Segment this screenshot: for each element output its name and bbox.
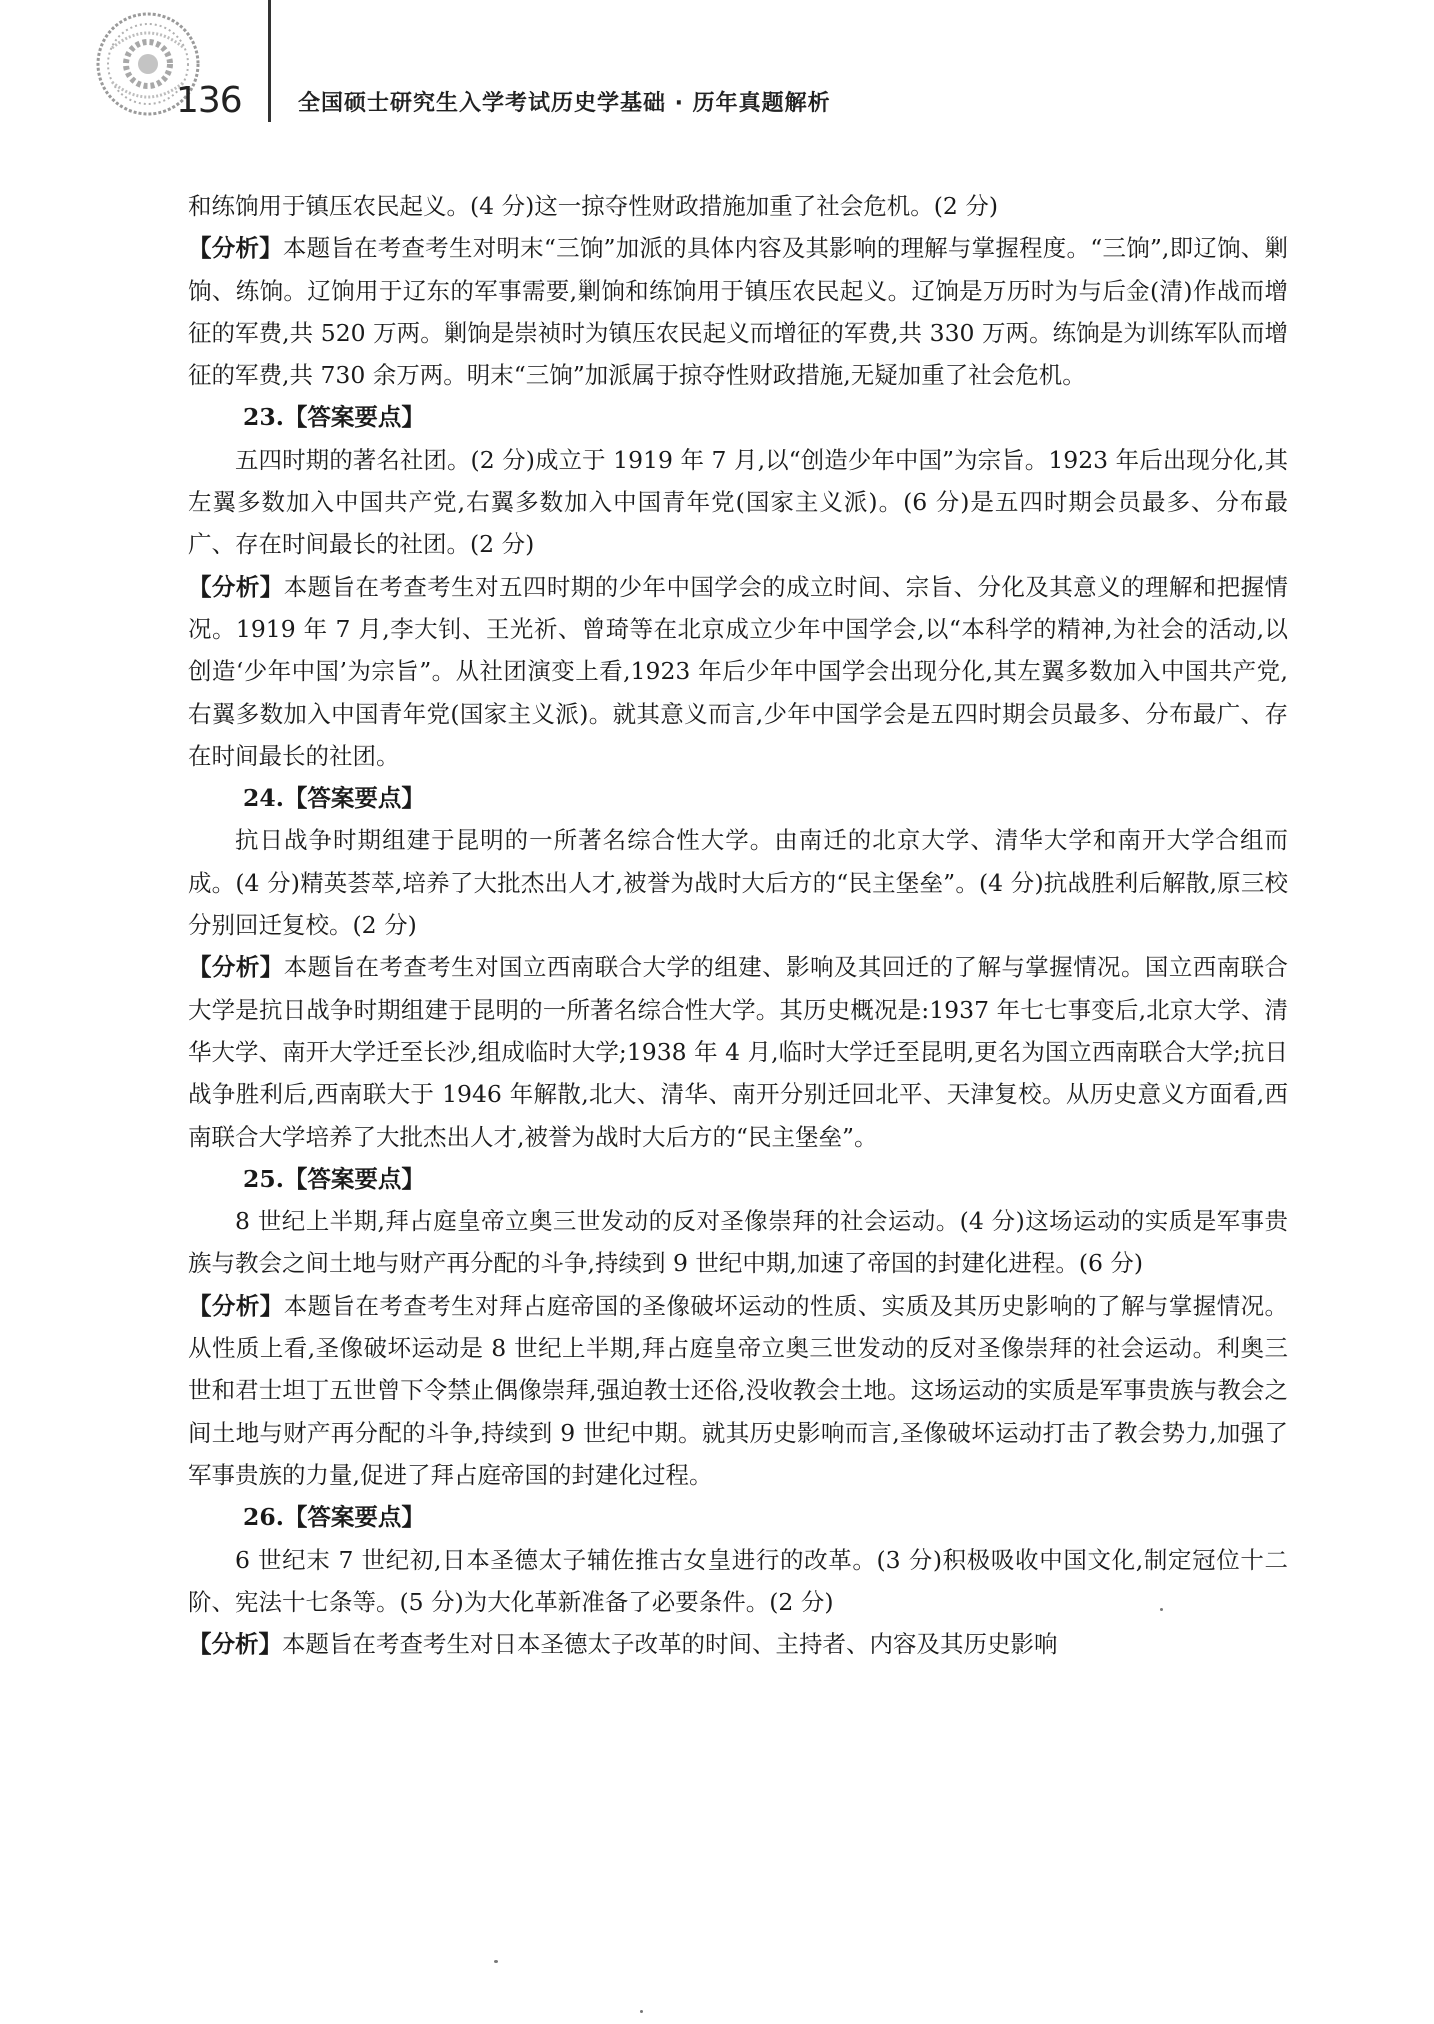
question-heading: 23.【答案要点】 — [243, 403, 425, 432]
analysis-label: 【分析】 — [188, 953, 284, 982]
answer-paragraph: 五四时期的著名社团。(2 分)成立于 1919 年 7 月,以“创造少年中国”为宗旨。1923 年后出现分化,其左翼多数加入中国共产党,右翼多数加入中国青年党(国家主义派)。(6 分)是五四时期会员最多、分布最广、存在时间最长的社团。(2 分) — [188, 445, 1288, 559]
analysis-label: 【分析】 — [188, 234, 283, 263]
analysis-paragraph — [188, 566, 1288, 777]
question-heading: 24.【答案要点】 — [243, 784, 425, 813]
running-header-title: 全国硕士研究生入学考试历史学基础 · 历年真题解析 — [298, 91, 831, 116]
analysis-text: 本题旨在考查考生对国立西南联合大学的组建、影响及其回迁的了解与掌握情况。国立西南联合大学是抗日战争时期组建于昆明的一所著名综合性大学。其历史概况是:1937 年七七事变后,北京大学、清华大学、南开大学迁至长沙,组成临时大学;1938 年 4 月,临时大学迁至昆明,更名为国立西南联合大学;抗日战争胜利后,西南联大于 1946 年解散,北大、清华、南开分别迁回北平、天津复校。从历史意义方面看,西南联合大学培养了大批杰出人才,被誉为战时大后方的“民主堡垒”。 — [188, 953, 1289, 1151]
analysis-paragraph — [188, 946, 1288, 1157]
scan-speck — [494, 1960, 498, 1963]
analysis-paragraph — [188, 227, 1288, 396]
analysis-text: 本题旨在考查考生对拜占庭帝国的圣像破坏运动的性质、实质及其历史影响的了解与掌握情况。从性质上看,圣像破坏运动是 8 世纪上半期,拜占庭皇帝立奥三世发动的反对圣像崇拜的社会运动。利奥三世和君士坦丁五世曾下令禁止偶像崇拜,强迫教士还俗,没收教会土地。这场运动的实质是军事贵族与教会之间土地与财产再分配的斗争,持续到 9 世纪中期。就其历史影响而言,圣像破坏运动打击了教会势力,加强了军事贵族的力量,促进了拜占庭帝国的封建化过程。 — [188, 1291, 1289, 1489]
answer-paragraph: 8 世纪上半期,拜占庭皇帝立奥三世发动的反对圣像崇拜的社会运动。(4 分)这场运动的实质是军事贵族与教会之间土地与财产再分配的斗争,持续到 9 世纪中期,加速了帝国的封建化进程。(6 分) — [188, 1207, 1288, 1278]
header-divider — [268, 0, 271, 122]
page-header — [0, 0, 1434, 150]
question-heading: 25.【答案要点】 — [243, 1164, 425, 1193]
analysis-text: 本题旨在考查考生对五四时期的少年中国学会的成立时间、宗旨、分化及其意义的理解和把握情况。1919 年 7 月,李大钊、王光祈、曾琦等在北京成立少年中国学会,以“本科学的精神,为社会的活动,以创造‘少年中国’为宗旨”。从社团演变上看,1923 年后少年中国学会出现分化,其左翼多数加入中国共产党,右翼多数加入中国青年党(国家主义派)。就其意义而言,少年中国学会是五四时期会员最多、分布最广、存在时间最长的社团。 — [188, 572, 1289, 770]
scan-speck — [640, 2010, 643, 2013]
analysis-label: 【分析】 — [188, 1291, 284, 1320]
scan-speck — [1160, 1608, 1163, 1611]
answer-paragraph: 抗日战争时期组建于昆明的一所著名综合性大学。由南迁的北京大学、清华大学和南开大学合组而成。(4 分)精英荟萃,培养了大批杰出人才,被誉为战时大后方的“民主堡垒”。(4 分)抗战胜利后解散,原三校分别回迁复校。(2 分) — [188, 826, 1288, 940]
analysis-paragraph — [188, 1623, 1288, 1665]
analysis-label: 【分析】 — [188, 572, 284, 601]
analysis-paragraph — [188, 1285, 1288, 1496]
paragraph-continuation: 和练饷用于镇压农民起义。(4 分)这一掠夺性财政措施加重了社会危机。(2 分) — [188, 192, 999, 220]
page-body — [188, 185, 1288, 1665]
analysis-label: 【分析】 — [188, 1630, 282, 1659]
question-heading: 26.【答案要点】 — [243, 1503, 425, 1532]
page-number: 136 — [176, 80, 242, 121]
answer-paragraph: 6 世纪末 7 世纪初,日本圣德太子辅佐推古女皇进行的改革。(3 分)积极吸收中国文化,制定冠位十二阶、宪法十七条等。(5 分)为大化革新准备了必要条件。(2 分) — [188, 1545, 1288, 1616]
analysis-text: 本题旨在考查考生对明末“三饷”加派的具体内容及其影响的理解与掌握程度。“三饷”,即辽饷、剿饷、练饷。辽饷用于辽东的军事需要,剿饷和练饷用于镇压农民起义。辽饷是万历时为与后金(清)作战而增征的军费,共 520 万两。剿饷是崇祯时为镇压农民起义而增征的军费,共 330 万两。练饷是为训练军队而增征的军费,共 730 余万两。明末“三饷”加派属于掠夺性财政措施,无疑加重了社会危机。 — [188, 234, 1289, 390]
analysis-text: 本题旨在考查考生对日本圣德太子改革的时间、主持者、内容及其历史影响 — [282, 1630, 1058, 1659]
